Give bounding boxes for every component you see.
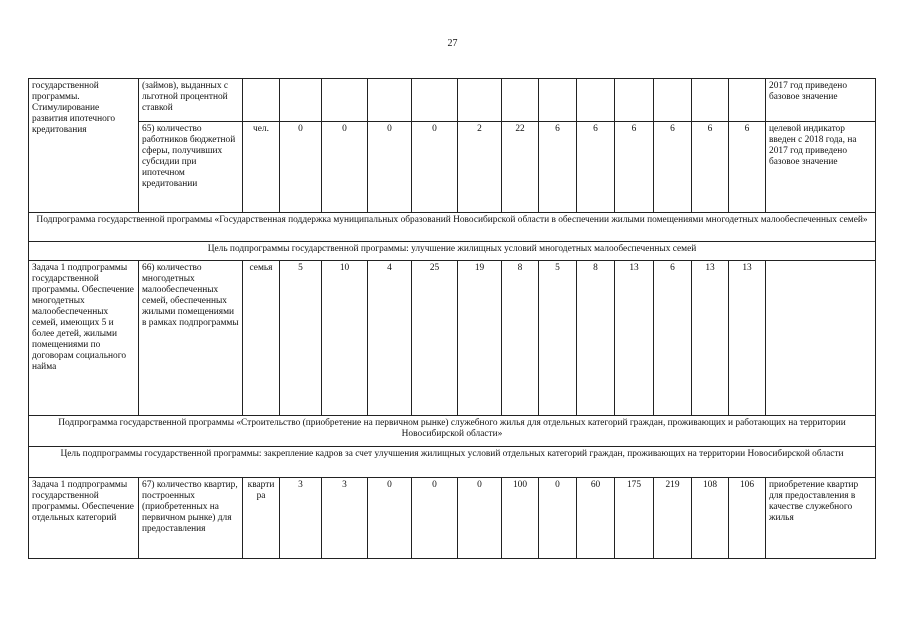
value-cell: 22 <box>502 122 539 213</box>
value-cell: 0 <box>368 478 412 559</box>
value-cell: 0 <box>368 122 412 213</box>
value-cell: 5 <box>280 261 322 416</box>
value-cell: 25 <box>412 261 458 416</box>
note-cell: целевой индикатор введен с 2018 года, на 2017 год приведено базовое значение <box>766 122 876 213</box>
subprogram-title: Подпрограмма государственной программы «Строительство (приобретение на первичном рынке) служебного жилья для отдельных категорий граждан, проживающих и работающих на территории Новосибирской области» <box>29 416 876 447</box>
value-cell <box>458 79 502 122</box>
value-cell: 3 <box>280 478 322 559</box>
value-cell: 0 <box>458 478 502 559</box>
value-cell <box>615 79 654 122</box>
value-cell <box>322 79 368 122</box>
indicators-table <box>28 78 876 559</box>
value-cell <box>502 79 539 122</box>
table-row <box>29 261 876 416</box>
value-cell <box>692 79 729 122</box>
subprogram-goal: Цель подпрограммы государственной программы: закрепление кадров за счет улучшения жилищных условий отдельных категорий граждан, проживающих на территории Новосибирской области <box>29 447 876 478</box>
table-row <box>29 122 876 213</box>
value-cell: 175 <box>615 478 654 559</box>
subprogram-goal: Цель подпрограммы государственной программы: улучшение жилищных условий многодетных малообеспеченных семей <box>29 242 876 261</box>
subprogram-title-row <box>29 416 876 447</box>
note-cell: приобретение квартир для предоставления в качестве служебного жилья <box>766 478 876 559</box>
value-cell: 10 <box>322 261 368 416</box>
value-cell: 0 <box>280 122 322 213</box>
value-cell: 6 <box>539 122 577 213</box>
subprogram-goal-row <box>29 242 876 261</box>
value-cell: 60 <box>577 478 615 559</box>
value-cell: 5 <box>539 261 577 416</box>
indicator-cell: 66) количество многодетных малообеспеченных семей, обеспеченных жилыми помещениями в рамках подпрограммы <box>139 261 243 416</box>
unit-cell <box>243 79 280 122</box>
value-cell <box>412 79 458 122</box>
value-cell <box>280 79 322 122</box>
value-cell: 2 <box>458 122 502 213</box>
value-cell: 8 <box>577 261 615 416</box>
value-cell: 0 <box>539 478 577 559</box>
task-cell: Задача 1 подпрограммы государственной программы. Обеспечение многодетных малообеспеченных семей, имеющих 5 и более детей, жилыми помещениями по договорам социального найма <box>29 261 139 416</box>
value-cell: 0 <box>412 122 458 213</box>
indicator-cell: (займов), выданных с льготной процентной ставкой <box>139 79 243 122</box>
subprogram-goal-row <box>29 447 876 478</box>
page-number: 27 <box>447 38 458 49</box>
unit-cell: семья <box>243 261 280 416</box>
value-cell: 106 <box>729 478 766 559</box>
table-row <box>29 79 876 122</box>
value-cell: 6 <box>654 122 692 213</box>
value-cell: 108 <box>692 478 729 559</box>
value-cell: 6 <box>729 122 766 213</box>
indicator-cell: 67) количество квартир, построенных (приобретенных на первичном рынке) для предоставления <box>139 478 243 559</box>
value-cell <box>539 79 577 122</box>
value-cell: 6 <box>692 122 729 213</box>
value-cell: 13 <box>692 261 729 416</box>
value-cell: 4 <box>368 261 412 416</box>
unit-cell: чел. <box>243 122 280 213</box>
note-cell: 2017 год приведено базовое значение <box>766 79 876 122</box>
value-cell: 19 <box>458 261 502 416</box>
value-cell: 6 <box>654 261 692 416</box>
value-cell: 219 <box>654 478 692 559</box>
task-cell: Задача 1 подпрограммы государственной программы. Обеспечение отдельных категорий <box>29 478 139 559</box>
table-row <box>29 478 876 559</box>
value-cell <box>368 79 412 122</box>
value-cell: 0 <box>412 478 458 559</box>
value-cell: 0 <box>322 122 368 213</box>
value-cell: 6 <box>615 122 654 213</box>
unit-cell: кварти ра <box>243 478 280 559</box>
value-cell: 6 <box>577 122 615 213</box>
value-cell: 13 <box>615 261 654 416</box>
task-cell: государственной программы. Стимулирование развития ипотечного кредитования <box>29 79 139 213</box>
value-cell: 3 <box>322 478 368 559</box>
indicator-cell: 65) количество работников бюджетной сферы, получивших субсидии при ипотечном кредитовании <box>139 122 243 213</box>
value-cell: 8 <box>502 261 539 416</box>
note-cell <box>766 261 876 416</box>
value-cell <box>729 79 766 122</box>
subprogram-title-row <box>29 213 876 242</box>
value-cell <box>654 79 692 122</box>
value-cell: 100 <box>502 478 539 559</box>
subprogram-title: Подпрограмма государственной программы «Государственная поддержка муниципальных образований Новосибирской области в обеспечении жилыми помещениями многодетных малообеспеченных семей» <box>29 213 876 242</box>
value-cell: 13 <box>729 261 766 416</box>
value-cell <box>577 79 615 122</box>
